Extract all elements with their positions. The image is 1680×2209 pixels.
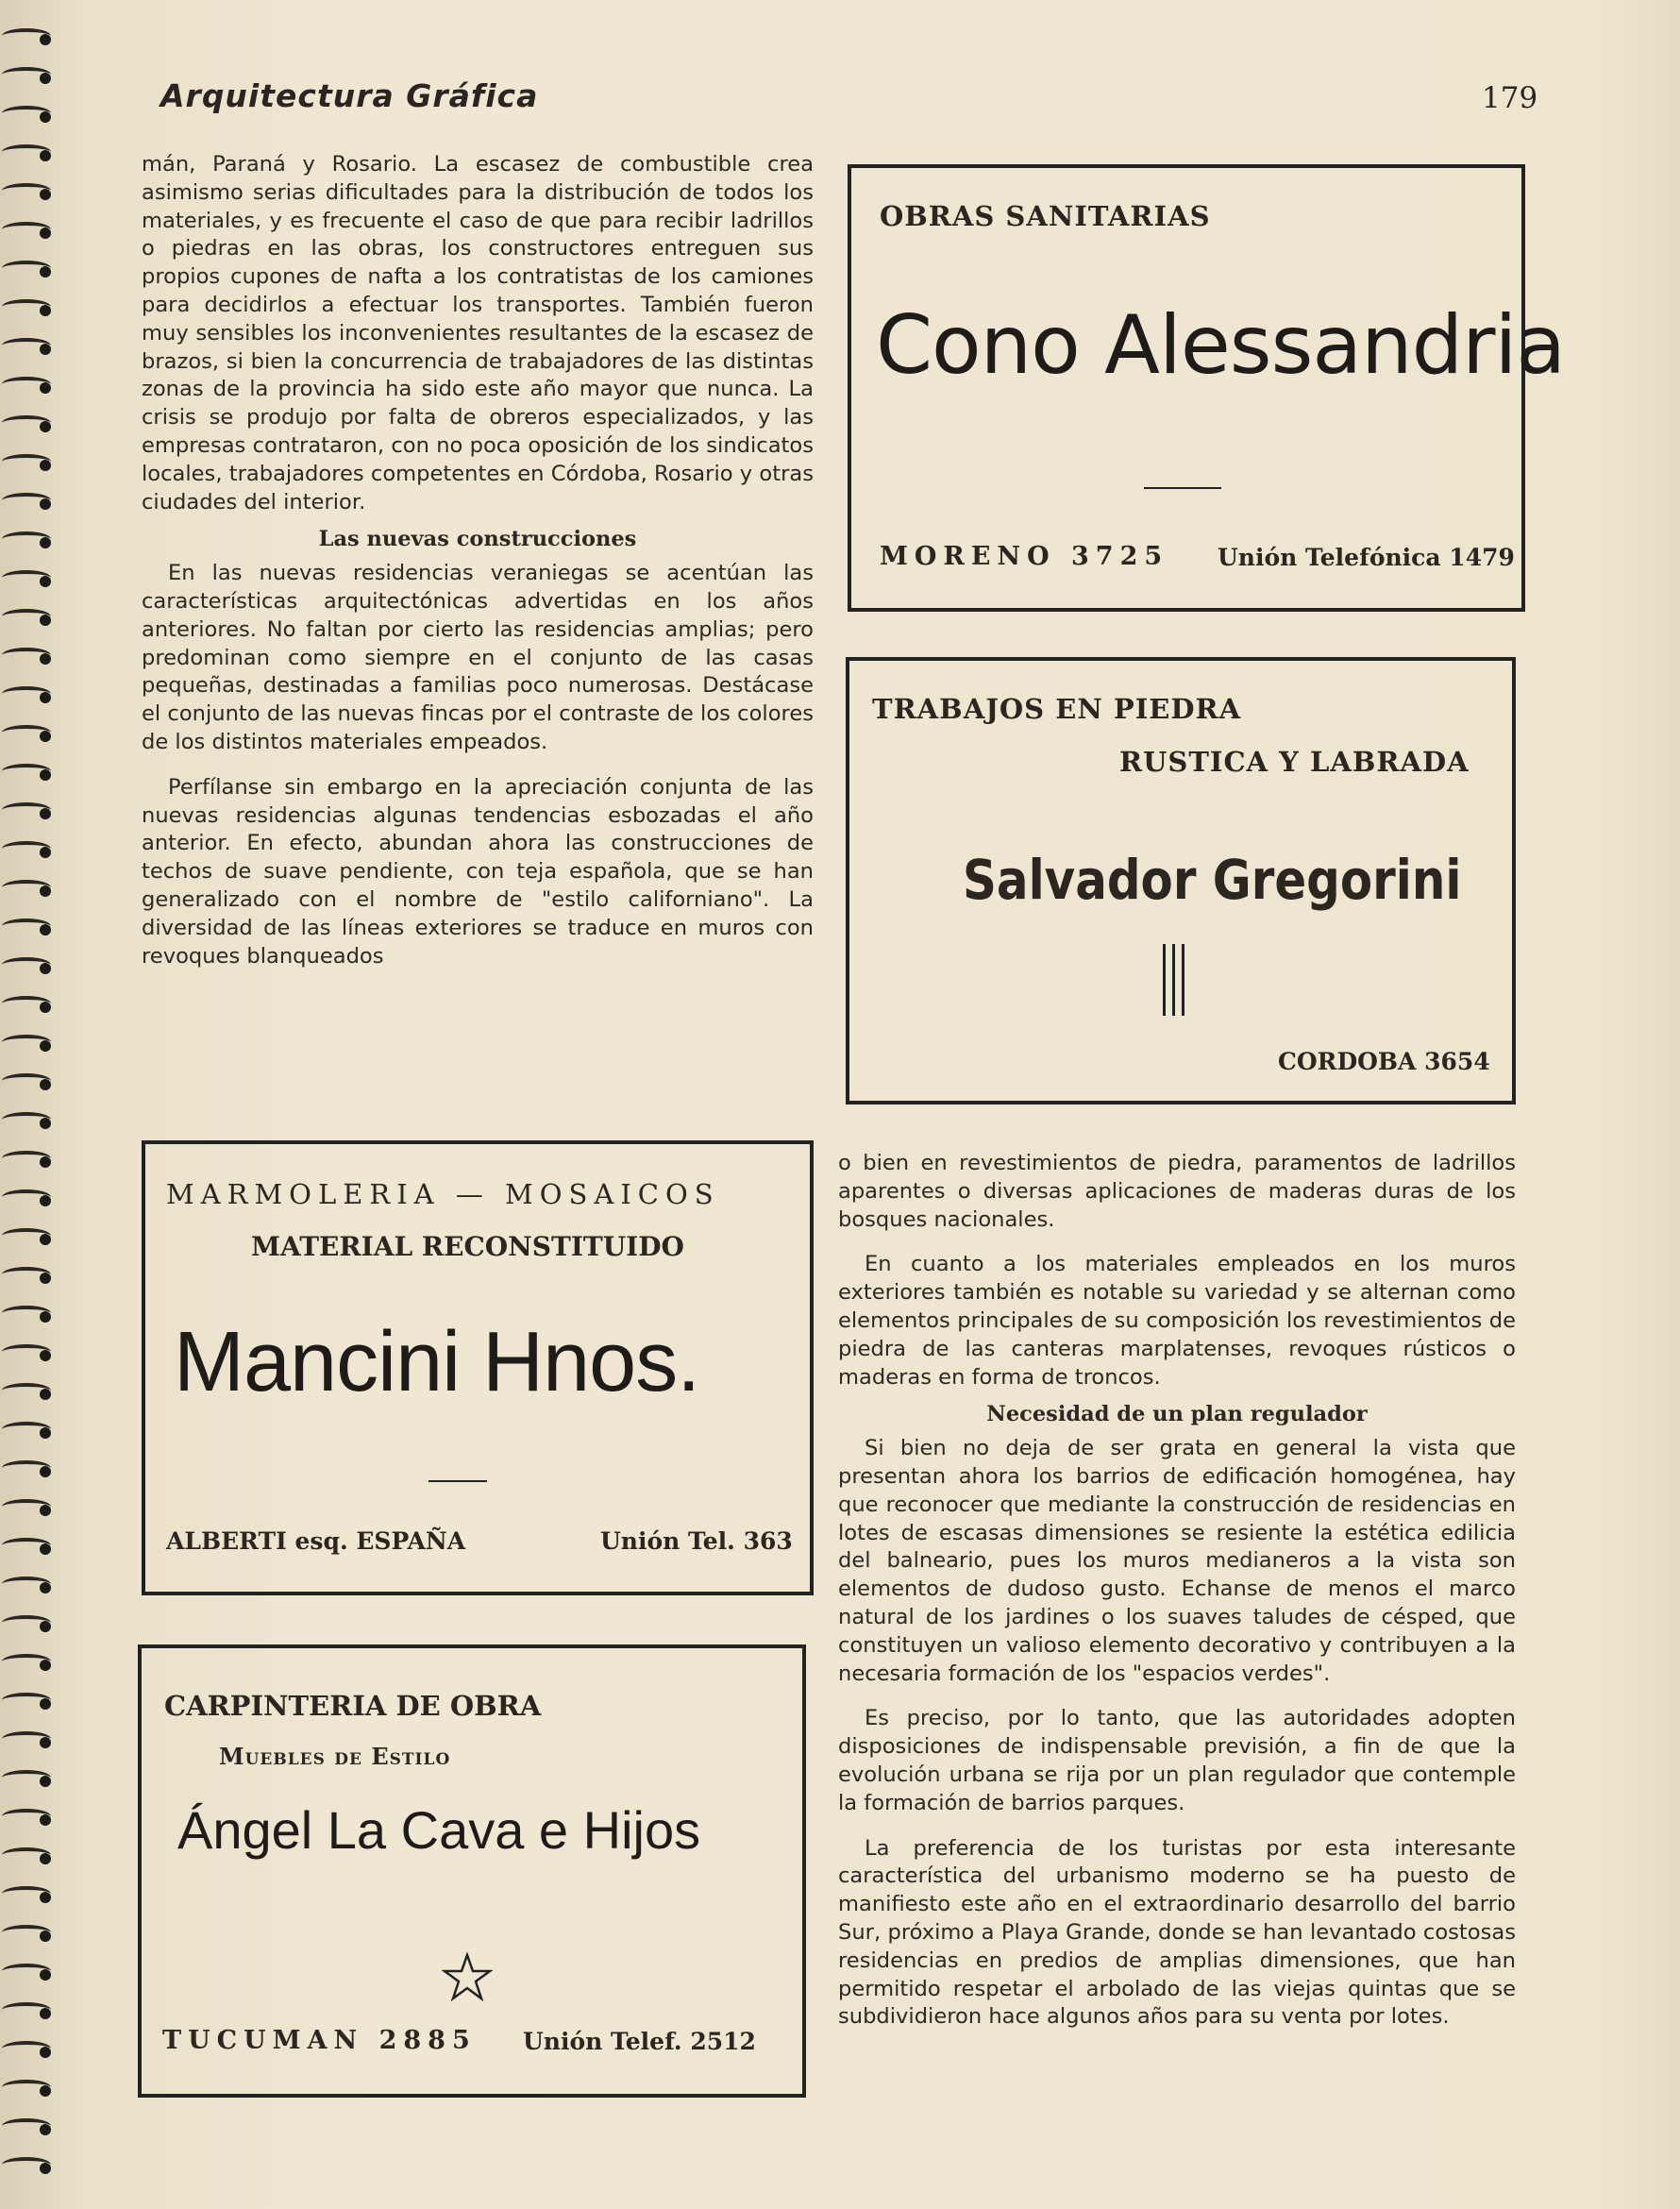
spiral-ring bbox=[2, 1809, 51, 1824]
spiral-ring bbox=[2, 2157, 51, 2172]
spiral-ring bbox=[2, 2002, 51, 2017]
ad-cono-alessandria bbox=[848, 164, 1566, 612]
spiral-ring bbox=[2, 144, 51, 160]
divider bbox=[1144, 487, 1221, 489]
spiral-ring bbox=[2, 764, 51, 779]
spiral-ring bbox=[2, 841, 51, 856]
ad-company-name: Cono Alessandria bbox=[876, 298, 1566, 393]
spiral-ring bbox=[2, 377, 51, 392]
ad-company-name: Salvador Gregorini bbox=[963, 848, 1462, 912]
star-outline-icon bbox=[442, 1952, 493, 2003]
ad-category: OBRAS SANITARIAS bbox=[880, 200, 1211, 232]
spiral-ring bbox=[2, 880, 51, 895]
spiral-ring bbox=[2, 1925, 51, 1940]
spiral-ring bbox=[2, 28, 51, 43]
ad-address: ALBERTI esq. ESPAÑA bbox=[166, 1527, 466, 1555]
spiral-ring bbox=[2, 106, 51, 121]
ad-address: CORDOBA 3654 bbox=[1278, 1048, 1490, 1075]
magazine-title: Arquitectura Gráfica bbox=[160, 77, 539, 114]
ad-line-1: MARMOLERIA — MOSAICOS bbox=[166, 1178, 720, 1210]
spiral-ring bbox=[2, 1538, 51, 1553]
ad-company-name: Ángel La Cava e Hijos bbox=[177, 1800, 701, 1860]
ad-address: MORENO 3725 bbox=[880, 542, 1169, 571]
spiral-ring bbox=[2, 570, 51, 585]
spiral-ring bbox=[2, 957, 51, 972]
spiral-ring bbox=[2, 1035, 51, 1050]
section-heading: Necesidad de un plan regulador bbox=[986, 1402, 1368, 1427]
spiral-ring bbox=[2, 1460, 51, 1475]
ad-line-1: TRABAJOS EN PIEDRA bbox=[872, 693, 1242, 725]
ad-line-2: RUSTICA Y LABRADA bbox=[1119, 746, 1470, 778]
paragraph: o bien en revestimientos de piedra, paramentos de ladrillos aparentes o diversas aplicaciones de maderas duras de los bosques nacionales. bbox=[838, 1151, 1516, 1232]
spiral-ring bbox=[2, 1228, 51, 1243]
spiral-ring bbox=[2, 1151, 51, 1166]
spiral-ring bbox=[2, 1693, 51, 1708]
ad-company-name: Mancini Hnos. bbox=[174, 1315, 700, 1409]
right-column bbox=[838, 1150, 1516, 2032]
ad-angel-la-cava bbox=[138, 1644, 806, 2098]
ad-salvador-gregorini bbox=[846, 657, 1516, 1104]
spiral-ring bbox=[2, 1073, 51, 1088]
divider bbox=[428, 1480, 487, 1482]
ad-phone: Unión Telefónica 1479 bbox=[1218, 544, 1515, 571]
spiral-ring bbox=[2, 686, 51, 701]
spiral-ring bbox=[2, 1615, 51, 1630]
left-column bbox=[142, 151, 814, 970]
spiral-ring bbox=[2, 415, 51, 430]
spiral-ring bbox=[2, 1964, 51, 1979]
spiral-ring bbox=[2, 1577, 51, 1592]
paragraph: En las nuevas residencias veraniegas se acentúan las características arquitectónicas advertidas en los años anteriores. No faltan por cierto las residencias amplias; pero predominan como siempre en el conjunto de las casas pequeñas, destinadas a familias poco numerosas. Destácase el conjunto de las nuevas fincas por el contraste de los colores de los distintos materiales empeados. bbox=[142, 561, 814, 754]
paragraph: En cuanto a los materiales empleados en los muros exteriores también es notable su variedad y se alternan como elementos principales de su composición los revestimientos de piedra de las canteras marplatenses, revoques rústicos o maderas en forma de troncos. bbox=[838, 1252, 1516, 1390]
ad-mancini-hnos bbox=[142, 1140, 814, 1595]
spiral-ring bbox=[2, 1847, 51, 1863]
spiral-ring bbox=[2, 454, 51, 469]
ad-line-1: CARPINTERIA DE OBRA bbox=[164, 1690, 542, 1722]
section-heading: Las nuevas construcciones bbox=[318, 527, 637, 552]
spiral-ring bbox=[2, 1654, 51, 1669]
spiral-ring bbox=[2, 1344, 51, 1359]
spiral-ring bbox=[2, 183, 51, 198]
spiral-ring bbox=[2, 2080, 51, 2095]
spiral-ring bbox=[2, 2118, 51, 2133]
spiral-ring bbox=[2, 919, 51, 934]
spiral-ring bbox=[2, 67, 51, 82]
paragraph: Perfílanse sin embargo en la apreciación conjunta de las nuevas residencias algunas tendencias esbozadas el año anterior. En efecto, abundan ahora las construcciones de techos de suave pendiente, con teja española, que se han generalizado con el nombre de "estilo californiano". La diversidad de las líneas exteriores se traduce en muros con revoques blanqueados bbox=[142, 774, 814, 969]
ad-phone: Unión Tel. 363 bbox=[600, 1527, 793, 1555]
ad-line-2: MATERIAL RECONSTITUIDO bbox=[251, 1231, 684, 1262]
spiral-ring bbox=[2, 609, 51, 624]
spiral-ring bbox=[2, 493, 51, 508]
spiral-ring bbox=[2, 299, 51, 314]
paragraph: mán, Paraná y Rosario. La escasez de combustible crea asimismo serias dificultades para la distribución de todos los materiales, y es frecuente el caso de que para recibir ladrillos o piedras en las obras, los constructores entreguen sus propios cupones de nafta a los contratistas de los camiones para decidirlos a efectuar los transportes. También fueron muy sensibles los inconvenientes resultantes de la escasez de brazos, si bien la concurrencia de trabajadores de las distintas zonas de la provincia ha sido este año mayor que nunca. La crisis se produjo por falta de obreros especializados, y las empresas contrataron, con no poca oposición de los sindicatos locales, trabajadores competentes en Córdoba, Rosario y otras ciudades del interior. bbox=[142, 152, 814, 514]
spiral-ring bbox=[2, 996, 51, 1011]
spiral-ring bbox=[2, 1383, 51, 1398]
spiral-ring bbox=[2, 2041, 51, 2056]
spiral-ring bbox=[2, 261, 51, 276]
spiral-ring bbox=[2, 1770, 51, 1785]
spiral-ring bbox=[2, 1267, 51, 1282]
spiral-ring bbox=[2, 802, 51, 818]
spiral-ring bbox=[2, 1886, 51, 1901]
spiral-ring bbox=[2, 1189, 51, 1205]
spiral-ring bbox=[2, 1306, 51, 1321]
spiral-ring bbox=[2, 1112, 51, 1127]
spiral-ring bbox=[2, 222, 51, 237]
spiral-ring bbox=[2, 648, 51, 663]
ad-address: TUCUMAN 2885 bbox=[162, 2026, 477, 2055]
paragraph: La preferencia de los turistas por esta interesante característica del urbanismo moderno se ha puesto de manifiesto este año en el extraordinario desarrollo del barrio Sur, próximo a Playa Grande, donde se han levantado costosas residencias en predios de amplias dimensiones, que han permitido respetar el arbolado de las viejas quintas que se subdividieron hace algunos años para su venta por lotes. bbox=[838, 1835, 1516, 2030]
spiral-ring bbox=[2, 725, 51, 740]
triple-bar-ornament bbox=[1163, 944, 1185, 1016]
spiral-binding bbox=[0, 19, 57, 2209]
spiral-ring bbox=[2, 1499, 51, 1514]
page-number: 179 bbox=[1482, 81, 1538, 115]
spiral-ring bbox=[2, 1422, 51, 1437]
spiral-ring bbox=[2, 1731, 51, 1746]
spiral-ring bbox=[2, 338, 51, 353]
paragraph: Si bien no deja de ser grata en general la vista que presentan ahora los barrios de edificación homogénea, hay que reconocer que mediante la construcción de residencias en lotes de escasas dimensiones se resiente la estética edilicia del balneario, pues los muros medianeros a la vista son elementos de dudoso gusto. Echanse de menos el marco natural de los jardines o los suaves taludes de césped, que constituyen un valioso elemento decorativo y contribuyen a la necesaria formación de los "espacios verdes". bbox=[838, 1436, 1516, 1686]
ad-line-2: Muebles de Estilo bbox=[219, 1743, 451, 1770]
paragraph: Es preciso, por lo tanto, que las autoridades adopten disposiciones de indispensable previsión, a fin de que la evolución urbana se rija por un plan regulador que contemple la formación de barrios parques. bbox=[838, 1706, 1516, 1815]
spiral-ring bbox=[2, 531, 51, 547]
ad-phone: Unión Telef. 2512 bbox=[523, 2028, 756, 2055]
